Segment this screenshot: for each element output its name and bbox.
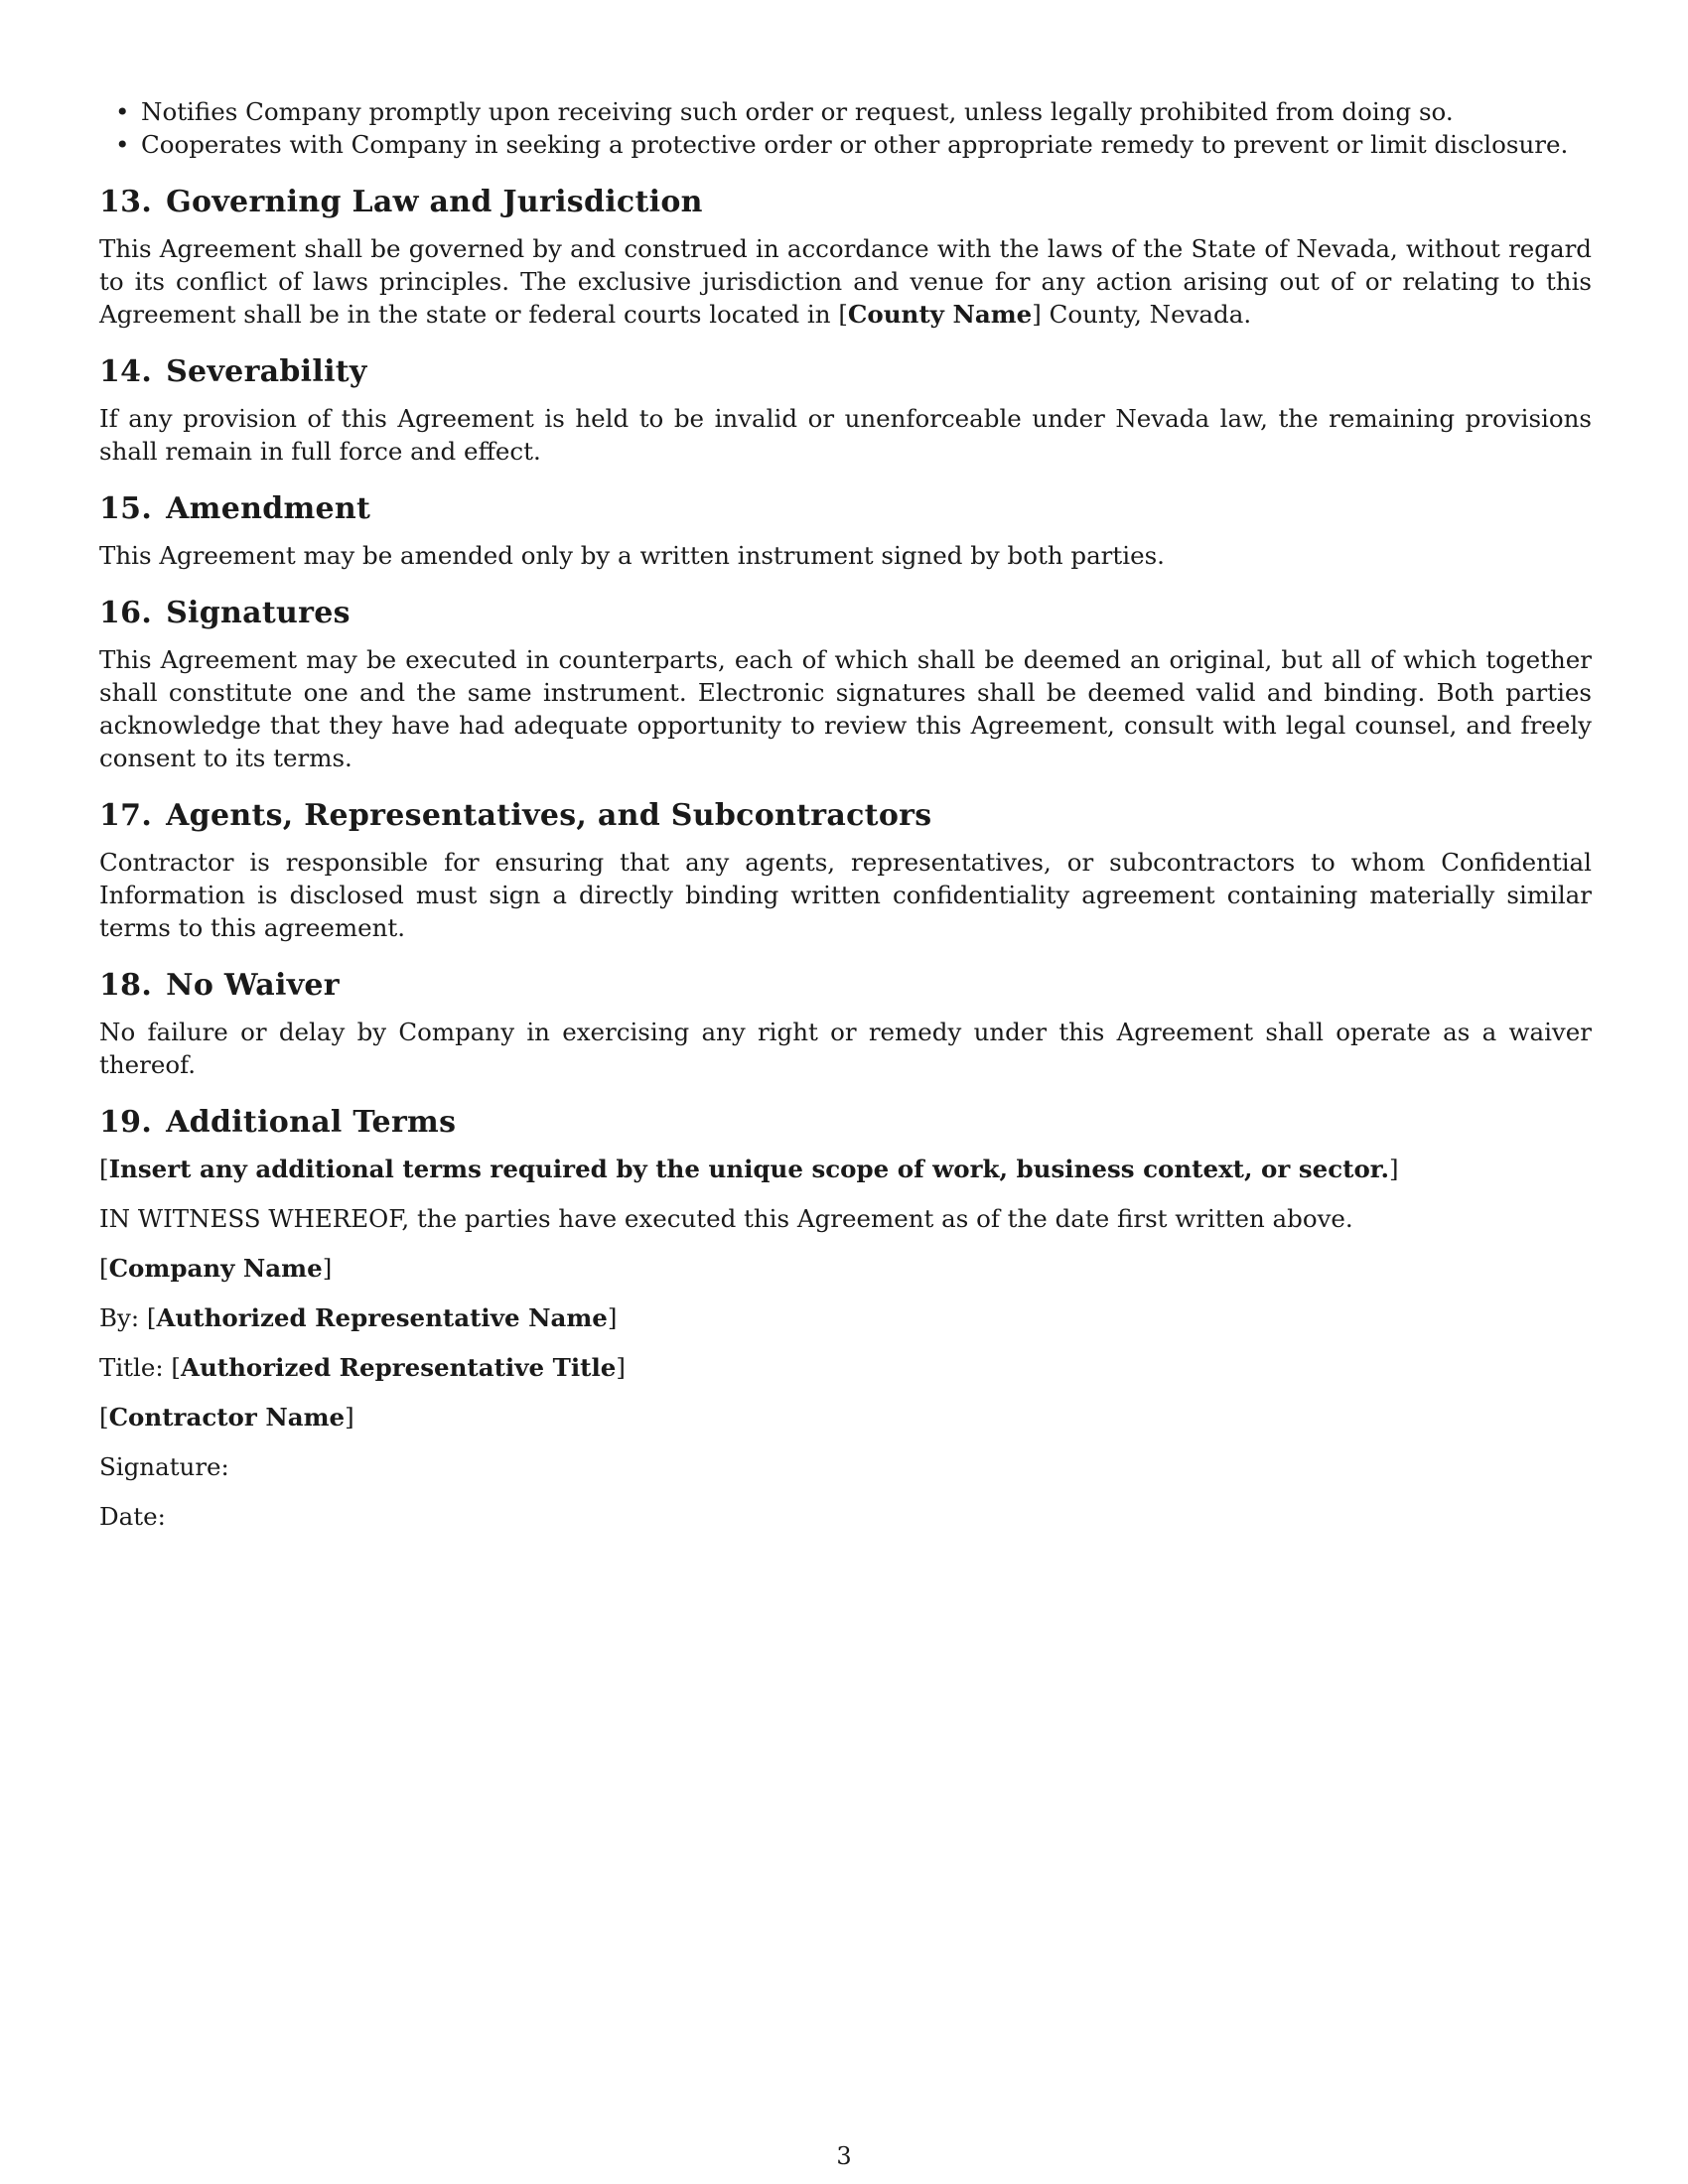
contractor-name-placeholder: [Contractor Name]: [99, 1403, 354, 1432]
section-heading: [99, 182, 1592, 223]
section-title: Governing Law and Jurisdiction: [166, 185, 703, 219]
date-line: Date:: [99, 1502, 166, 1531]
section-number: 17.: [99, 798, 153, 833]
section-heading: [99, 1102, 1592, 1144]
placeholder-text: Contractor Name: [108, 1403, 346, 1432]
placeholder-text: Authorized Representative Title: [180, 1353, 617, 1382]
body-text: This Agreement shall be governed by and construed in accordance with the laws of the State of Nevada, without regard to its conflict of laws principles. The exclusive jurisdiction and venue for any action arising out of or relating to this Agreement shall be in the state or federal courts located in [: [99, 234, 1592, 329]
document-page: [99, 95, 1592, 1533]
title-line: Title: [Authorized Representative Title]: [99, 1353, 626, 1382]
section-agents: [99, 795, 1592, 944]
signature-line: Signature:: [99, 1452, 229, 1481]
placeholder-text: Insert any additional terms required by the unique scope of work, business context, or sector.: [108, 1155, 1389, 1183]
section-body: No failure or delay by Company in exercising any right or remedy under this Agreement shall operate as a waiver thereof.: [99, 1018, 1592, 1079]
section-number: 14.: [99, 354, 153, 389]
bullet-list: [99, 95, 1592, 161]
section-severability: [99, 351, 1592, 468]
section-title: Amendment: [166, 491, 371, 526]
placeholder-text: Company Name: [108, 1254, 323, 1283]
section-no-waiver: [99, 965, 1592, 1081]
section-heading: [99, 965, 1592, 1007]
section-title: Additional Terms: [166, 1105, 457, 1140]
page-number: 3: [836, 2142, 852, 2170]
section-number: 19.: [99, 1105, 153, 1140]
section-number: 13.: [99, 185, 153, 219]
section-body: [99, 232, 1592, 331]
body-text: ] County, Nevada.: [1032, 300, 1252, 329]
county-name-placeholder: County Name: [847, 300, 1033, 329]
section-body: If any provision of this Agreement is held to be invalid or unenforceable under Nevada law, the remaining provisions shall remain in full force and effect.: [99, 404, 1592, 466]
additional-terms-placeholder: [Insert any additional terms required by the unique scope of work, business context, or sector.]: [99, 1155, 1399, 1183]
section-additional-terms: [99, 1102, 1592, 1185]
section-title: Severability: [166, 354, 367, 389]
by-label: By:: [99, 1303, 140, 1332]
section-body: Contractor is responsible for ensuring that any agents, representatives, or subcontractors to whom Confidential Information is disclosed must sign a directly binding written confidentiality agreement containing materially similar terms to this agreement.: [99, 848, 1592, 942]
section-amendment: [99, 488, 1592, 572]
section-number: 15.: [99, 491, 153, 526]
section-title: Signatures: [166, 596, 351, 630]
section-title: No Waiver: [166, 968, 340, 1003]
list-item: • Cooperates with Company in seeking a protective order or other appropriate remedy to prevent or limit disclosure.: [141, 128, 1592, 161]
section-body: This Agreement may be amended only by a written instrument signed by both parties.: [99, 541, 1165, 570]
section-heading: [99, 795, 1592, 837]
section-signatures: [99, 593, 1592, 774]
section-heading: [99, 488, 1592, 530]
company-name-placeholder: [Company Name]: [99, 1254, 333, 1283]
section-heading: [99, 593, 1592, 634]
section-title: Agents, Representatives, and Subcontractors: [166, 798, 932, 833]
section-number: 18.: [99, 968, 153, 1003]
section-body: This Agreement may be executed in counterparts, each of which shall be deemed an original, but all of which together shall constitute one and the same instrument. Electronic signatures shall be deemed valid and binding. Both parties acknowledge that they have had adequate opportunity to review this Agreement, consult with legal counsel, and freely consent to its terms.: [99, 645, 1592, 772]
placeholder-text: Authorized Representative Name: [156, 1303, 608, 1332]
title-label: Title:: [99, 1353, 164, 1382]
section-heading: [99, 351, 1592, 393]
witness-statement: IN WITNESS WHEREOF, the parties have executed this Agreement as of the date first written above.: [99, 1204, 1353, 1233]
section-number: 16.: [99, 596, 153, 630]
by-line: By: [Authorized Representative Name]: [99, 1303, 618, 1332]
list-item: • Notifies Company promptly upon receiving such order or request, unless legally prohibited from doing so.: [141, 95, 1592, 128]
section-governing-law: [99, 182, 1592, 331]
